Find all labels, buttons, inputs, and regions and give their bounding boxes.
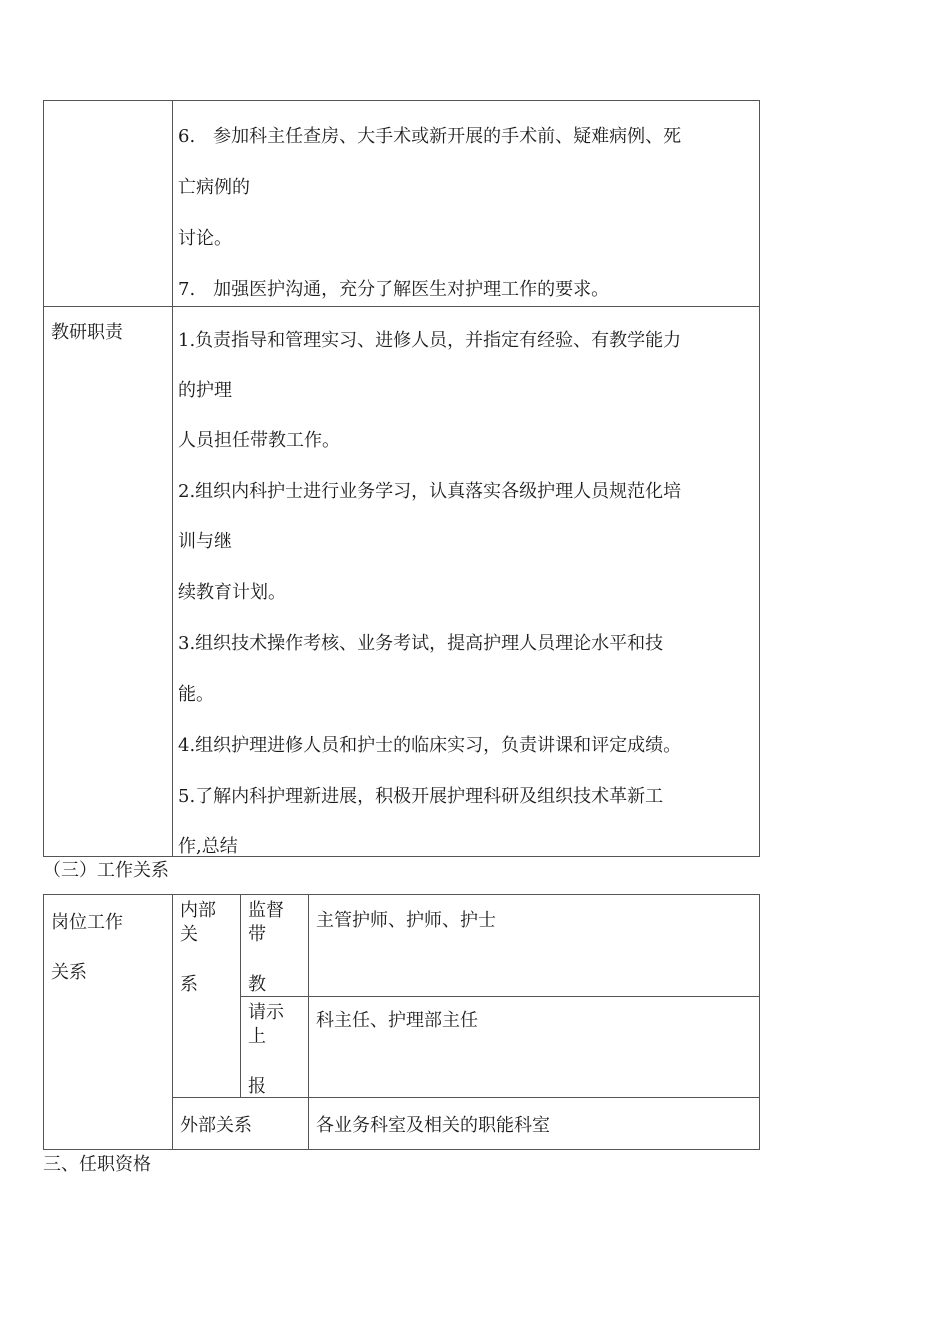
internal-relations-label: 内部 <box>180 900 216 921</box>
section-heading-work-relations: （三）工作关系 <box>43 860 169 881</box>
report-to-label: 上 <box>248 1026 266 1047</box>
teaching-duty-line: 人员担任带教工作。 <box>178 430 340 451</box>
teaching-duty-line: 3.组织技术操作考核、业务考试，提高护理人员理论水平和技 <box>178 633 664 654</box>
duty-text-line: 7. 加强医护沟通，充分了解医生对护理工作的要求。 <box>178 279 610 300</box>
teaching-duty-line: 1.负责指导和管理实习、进修人员，并指定有经验、有教学能力 <box>178 330 682 351</box>
duty-text-line: 亡病例的 <box>178 177 250 198</box>
teaching-duty-line: 能。 <box>178 684 214 705</box>
section-heading-qualifications: 三、任职资格 <box>43 1154 151 1175</box>
supervise-teach-label: 带 <box>248 924 266 945</box>
report-to-value: 科主任、护理部主任 <box>316 1010 478 1031</box>
duties-table-row-divider <box>43 306 760 307</box>
report-to-label: 报 <box>248 1076 266 1097</box>
teaching-duty-line: 4.组织护理进修人员和护士的临床实习，负责讲课和评定成绩。 <box>178 735 682 756</box>
post-relations-label: 岗位工作 <box>51 912 123 933</box>
teaching-duty-line: 续教育计划。 <box>178 582 286 603</box>
table2-row-divider-1 <box>240 996 760 997</box>
table2-divider-1 <box>172 894 173 1150</box>
supervise-teach-label: 教 <box>248 974 266 995</box>
duty-text-line: 讨论。 <box>178 228 232 249</box>
teaching-duty-line: 5.了解内科护理新进展，积极开展护理科研及组织技术革新工 <box>178 786 664 807</box>
teaching-duty-line: 作,总结 <box>178 836 238 857</box>
post-relations-label: 关系 <box>51 962 87 983</box>
teaching-duty-line: 2.组织内科护士进行业务学习，认真落实各级护理人员规范化培 <box>178 481 682 502</box>
supervise-teach-value: 主管护师、护师、护士 <box>316 910 496 931</box>
report-to-label: 请示 <box>248 1002 284 1023</box>
teaching-duty-line: 的护理 <box>178 380 232 401</box>
internal-relations-label: 关 <box>180 924 198 945</box>
teaching-duties-label: 教研职责 <box>51 322 123 343</box>
duty-text-line: 6. 参加科主任查房、大手术或新开展的手术前、疑难病例、死 <box>178 126 682 147</box>
teaching-duty-line: 训与继 <box>178 531 232 552</box>
duties-table-divider <box>172 100 173 857</box>
table2-divider-3 <box>308 894 309 1150</box>
internal-relations-label: 系 <box>180 974 198 995</box>
external-relations-label: 外部关系 <box>180 1115 252 1136</box>
external-relations-value: 各业务科室及相关的职能科室 <box>316 1115 550 1136</box>
supervise-teach-label: 监督 <box>248 900 284 921</box>
